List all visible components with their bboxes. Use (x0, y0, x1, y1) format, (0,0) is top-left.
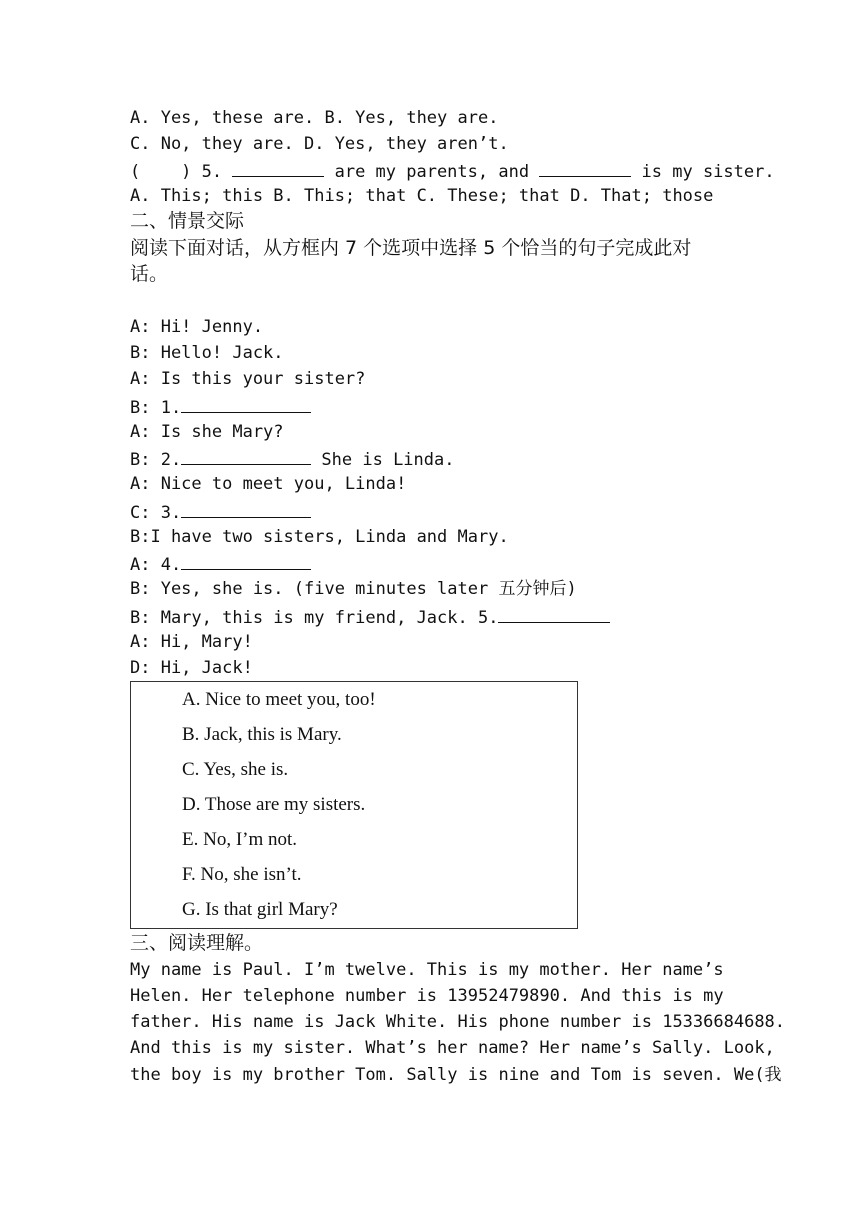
reading-line-3: father. His name is Jack White. His phone number is 15336684688. (130, 1012, 786, 1032)
q5-options: A. This; this B. This; that C. These; that D. That; those (130, 186, 714, 206)
dialogue-line-10 (130, 553, 311, 575)
answer-blank-5 (498, 606, 610, 623)
reading-line-4: And this is my sister. What’s her name? Her name’s Sally. Look, (130, 1038, 775, 1058)
dialogue-line-3: A: Is this your sister? (130, 369, 366, 389)
section-2-instruction-line-2: 话。 (130, 263, 169, 285)
answer-blank-3 (181, 501, 311, 518)
option-e: E. No, I’m not. (182, 829, 298, 850)
q5-suffix: is my sister. (631, 162, 775, 182)
q4-options-line-2: C. No, they are. D. Yes, they aren’t. (130, 134, 509, 154)
section-3-heading: 三、阅读理解。 (130, 932, 264, 954)
dialogue-line-14: D: Hi, Jack! (130, 658, 253, 678)
dialogue-line-9: B:I have two sisters, Linda and Mary. (130, 527, 509, 547)
reading-line-5: the boy is my brother Tom. Sally is nine and Tom is seven. We(我 (130, 1065, 782, 1085)
option-c: C. Yes, she is. (182, 759, 289, 780)
q5-blank-2 (539, 160, 631, 177)
dialogue-line-8 (130, 501, 311, 523)
dialogue-line-4 (130, 396, 311, 418)
option-d: D. Those are my sisters. (182, 794, 366, 815)
answer-blank-2 (181, 448, 311, 465)
section-2-heading: 二、情景交际 (130, 210, 245, 232)
dialogue-line-12 (130, 606, 610, 628)
section-2-instruction-line-1: 阅读下面对话，从方框内 7 个选项中选择 5 个恰当的句子完成此对 (130, 237, 692, 259)
answer-blank-4 (181, 553, 311, 570)
option-g: G. Is that girl Mary? (182, 899, 338, 920)
q5-mid: are my parents, and (324, 162, 540, 182)
dialogue-line-11: B: Yes, she is. (five minutes later 五分钟后) (130, 579, 577, 599)
dialogue-line-8-text: C: 3. (130, 503, 182, 523)
q5-prefix: ( ) 5. (130, 162, 233, 182)
answer-blank-1 (181, 396, 311, 413)
dialogue-line-6-prefix: B: 2. (130, 450, 182, 470)
option-b: B. Jack, this is Mary. (182, 724, 342, 745)
reading-line-1: My name is Paul. I’m twelve. This is my mother. Her name’s (130, 960, 724, 980)
question-5 (130, 160, 775, 182)
dialogue-line-6 (130, 448, 454, 470)
option-f: F. No, she isn’t. (182, 864, 302, 885)
dialogue-line-4-text: B: 1. (130, 398, 182, 418)
option-a: A. Nice to meet you, too! (182, 689, 376, 710)
reading-line-2: Helen. Her telephone number is 13952479890. And this is my (130, 986, 724, 1006)
q4-options-line-1: A. Yes, these are. B. Yes, they are. (130, 108, 499, 128)
dialogue-line-2: B: Hello! Jack. (130, 343, 284, 363)
dialogue-line-13: A: Hi, Mary! (130, 632, 253, 652)
options-box (130, 681, 578, 929)
q5-blank-1 (232, 160, 324, 177)
dialogue-line-10-text: A: 4. (130, 555, 182, 575)
dialogue-line-6-suffix: She is Linda. (311, 450, 455, 470)
dialogue-line-12-text: B: Mary, this is my friend, Jack. 5. (130, 608, 499, 628)
dialogue-line-1: A: Hi! Jenny. (130, 317, 264, 337)
dialogue-line-5: A: Is she Mary? (130, 422, 284, 442)
dialogue-line-7: A: Nice to meet you, Linda! (130, 474, 407, 494)
